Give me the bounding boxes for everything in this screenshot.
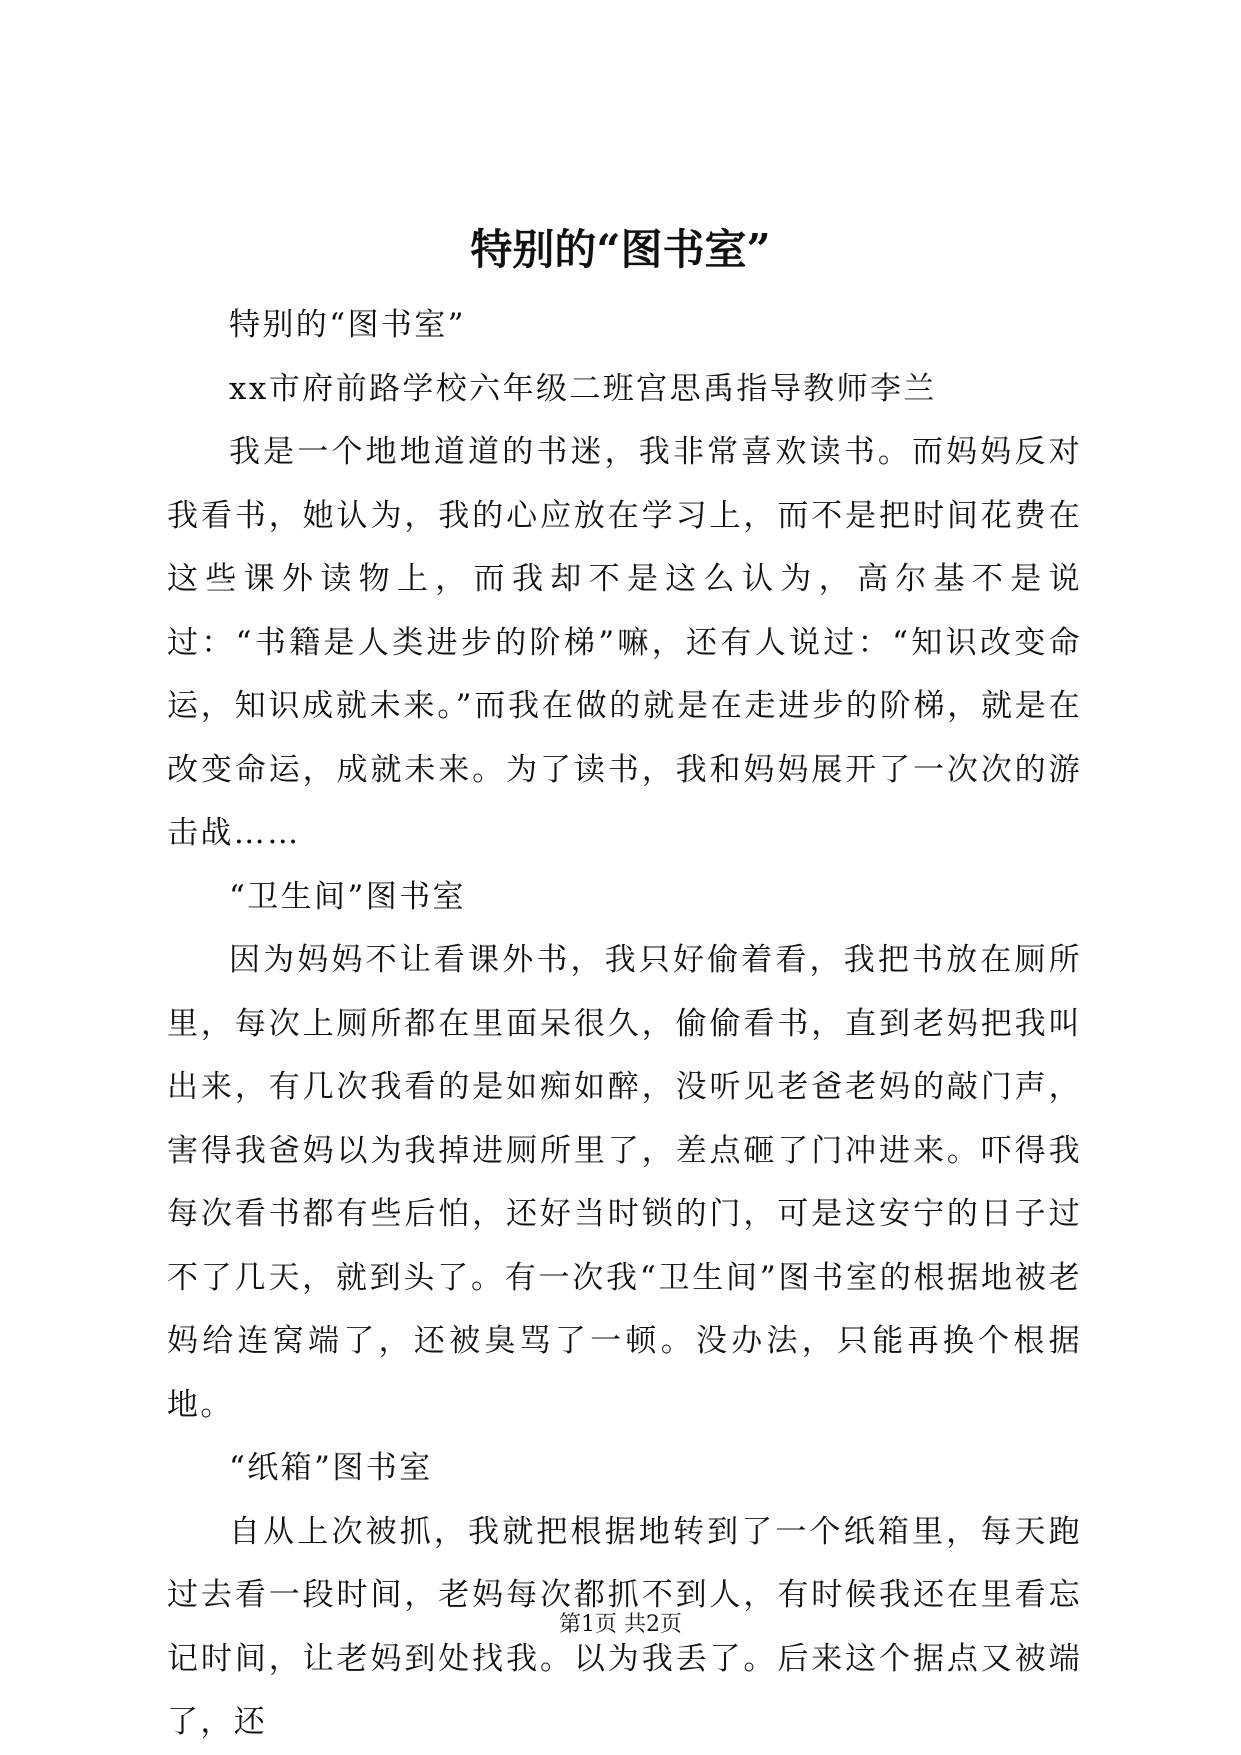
section-heading-bathroom: “卫生间”图书室	[229, 878, 466, 915]
document-body	[167, 294, 1082, 1755]
paragraph-box: 自从上次被抓，我就把根据地转到了一个纸箱里，每天跑过去看一段时间，老妈每次都抓不到人，有时候我还在里看忘记时间，让老妈到处找我。以为我丢了。后来这个据点又被端了，还	[167, 1513, 1082, 1740]
page-footer: 第1页 共2页	[559, 1612, 682, 1637]
paragraph-author: xx市府前路学校六年级二班宫思禹指导教师李兰	[229, 370, 937, 407]
paragraph-heading: 特别的“图书室”	[229, 307, 466, 343]
paragraph-bathroom: 因为妈妈不让看课外书，我只好偷着看，我把书放在厕所里，每次上厕所都在里面呆很久，偷偷看书，直到老妈把我叫出来，有几次我看的是如痴如醉，没听见老爸老妈的敲门声，害得我爸妈以为我掉进厕所里了，差点砸了门冲进来。吓得我每次看书都有些后怕，还好当时锁的门，可是这安宁的日子过不了几天，就到头了。有一次我“卫生间”图书室的根据地被老妈给连窝端了，还被臭骂了一顿。没办法，只能再换个根据地。	[167, 942, 1082, 1423]
section-heading-box: “纸箱”图书室	[229, 1450, 433, 1486]
paragraph-intro: 我是一个地地道道的书迷，我非常喜欢读书。而妈妈反对我看书，她认为，我的心应放在学习上，而不是把时间花费在这些课外读物上，而我却不是这么认为，高尔基不是说过：“书籍是人类进步的阶梯”嘛，还有人说过：“知识改变命运，知识成就未来。”而我在做的就是在走进步的阶梯，就是在改变命运，成就未来。为了读书，我和妈妈展开了一次次的游击战……	[167, 434, 1082, 851]
document-title: 特别的“图书室”	[470, 225, 771, 274]
